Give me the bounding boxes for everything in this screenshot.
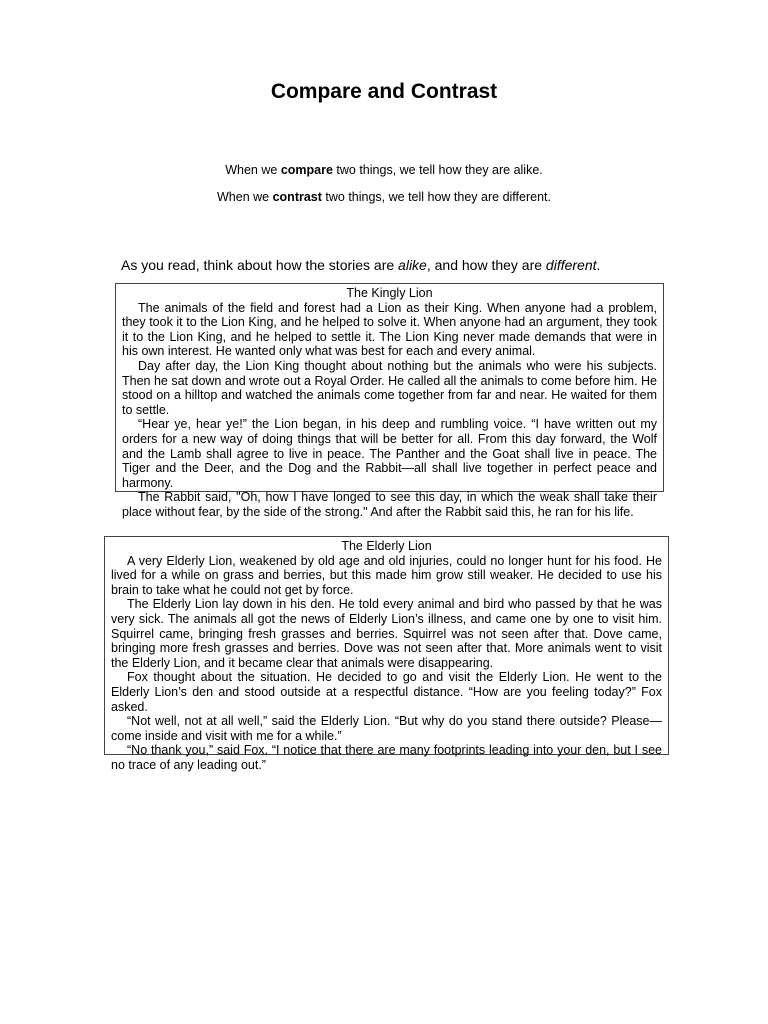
elderly-lion-paragraph: “No thank you,” said Fox. “I notice that there are many footprints leading into your den, but I see no trace of any leading out.” [111,743,662,772]
elderly-lion-title: The Elderly Lion [341,539,432,553]
compare-definition-start: When we [225,163,281,177]
compare-definition [0,163,768,177]
elderly-lion-story [104,536,669,772]
instruction-different: different [545,257,597,273]
compare-definition-end: two things, we tell how they are alike. [332,163,543,177]
reading-instruction [121,257,600,273]
elderly-lion-paragraph: A very Elderly Lion, weakened by old age and old injuries, could no longer hunt for his food. He lived for a while on grass and berries, but this made him grow still weaker. He decided to use his brain to take what he could not get by force. [111,553,662,597]
elderly-lion-paragraph: “Not well, not at all well,” said the Elderly Lion. “But why do you stand there outside? Please—come inside and visit with me for a while.” [111,714,662,743]
instruction-middle: , and how they are [426,257,546,273]
kingly-lion-paragraph: “Hear ye, hear ye!” the Lion began, in his deep and rumbling voice. “I have written out my orders for a new way of doing things that will be better for all. From this day forward, the Wolf and the Lamb shall agree to live in peace. The Panther and the Goat shall live in peace. The Tiger and the Deer, and the Dog and the Rabbit—all shall live together in perfect peace and harmony. [122,417,657,490]
kingly-lion-title: The Kingly Lion [346,286,433,300]
compare-keyword: compare [280,163,333,177]
contrast-keyword: contrast [272,190,322,204]
page-title: Compare and Contrast [270,80,498,103]
kingly-lion-paragraph: The Rabbit said, "Oh, how I have longed to see this day, in which the weak shall take their place without fear, by the side of the strong." And after the Rabbit said this, he ran for his life. [122,490,657,519]
kingly-lion-paragraph: Day after day, the Lion King thought about nothing but the animals who were his subjects. Then he sat down and wrote out a Royal Order. He called all the animals to come before him. He stood on a hilltop and watched the animals come together from far and near. He waited for them to settle. [122,358,658,417]
contrast-definition-end: two things, we tell how they are different. [321,190,551,204]
instruction-start: As you read, think about how the stories are [121,257,399,273]
contrast-definition [0,190,768,204]
contrast-definition-start: When we [217,190,273,204]
elderly-lion-paragraph: The Elderly Lion lay down in his den. He told every animal and bird who passed by that he was very sick. The animals all got the news of Elderly Lion’s illness, and came one by one to visit him. Squirrel came, bringing fresh grasses and berries. Squirrel was not seen after that. Dove came, bringing more fresh grasses and berries. Dove was not seen after that. More animals went to visit the Elderly Lion, and it became clear that animals were disappearing. [111,597,662,670]
kingly-lion-paragraph: The animals of the field and forest had a Lion as their King. When anyone had a problem, they took it to the Lion King, and he helped to solve it. When anyone had an argument, they took it to the Lion King, and he helped to settle it. The Lion King never made demands that were in his own interest. He wanted only what was best for each and every animal. [122,300,657,359]
instruction-alike: alike [398,257,427,273]
kingly-lion-story [115,283,664,519]
elderly-lion-paragraph: Fox thought about the situation. He decided to go and visit the Elderly Lion. He went to the Elderly Lion’s den and stood outside at a respectful distance. “How are you feeling today?” Fox asked. [111,670,662,714]
instruction-end: . [596,257,601,273]
